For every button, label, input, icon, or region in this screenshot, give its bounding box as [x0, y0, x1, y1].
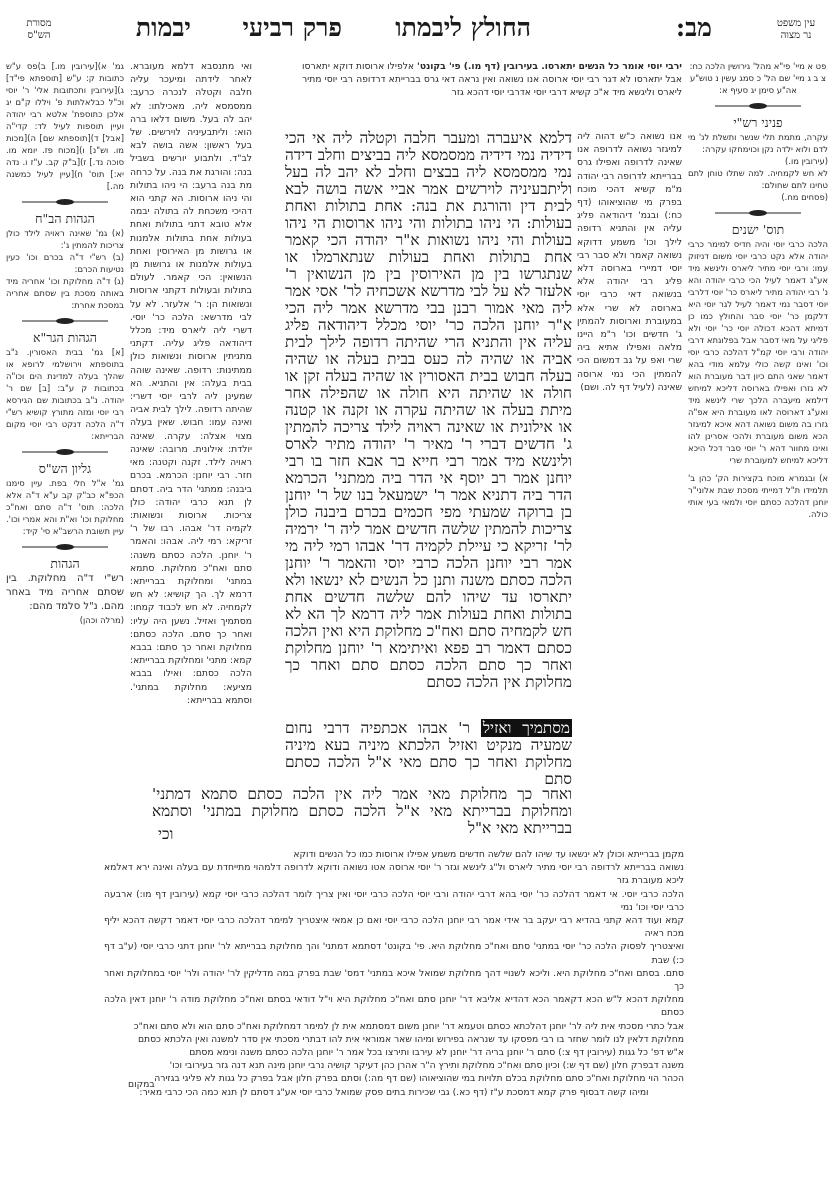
- daf-number: מב:: [675, 13, 712, 42]
- gilyon-hashas-title: גליון הש"ס: [38, 461, 92, 476]
- rashi-column-text: ואי מתנסבא דלמא מעוברא. לאחר לידתה ומיעכר עליה חלבה וקטלה לנכרה כרעב: ממסמסא ליה. מאכילתו: לא יהב לה בעל. משום דלאו ברה הוא: וליתבעיניה לוירשים. של בעל ראשון: אשה בושה לבא לב"ד. ולתבוע יורשים בשביל בנה: והורגת את בנה. על כרחה מת בנה ברעב: הי ניהו בתולות והי ניהו ארוסות. הא קתני הוא דהיכי משכחת לה בתולה יבמה אלא טובא דתני בתולות ואחת בעולות אחת בתולות אלמנות או גרושות מן האירוסין ואחת בעולות אלמנות או גרושות מן הנשואין: הכי קאמר. לעולם בתולות ובעולות דקתני ארוסות ונשואות הן: ר' אלעזר. לא על לבי מדרשא: הלכה כר' יוסי. דשרי ליה ליארס מיד: מכלל דיהודאה פליג עליה. דקתני מתניתין ארוסות ונשואות כולן ממתינות: רדופה. שאינה שוהה בבית בעלה: אין והתניא. הא שמעינן ליה לרבי יוסי דשרי: שהיתה רדופה. לילך לבית אביה ואינה עמו: חבוש. שאין בעלה מצוי אצלה: עקרה. שאינה יולדת: אילונית. מרובה: שאינה ראויה לילד. זקנה וקטנה: מאי חזר. רבי יוחנן: הכרמא. בכרם ביבנה: ממתני' הדר ביה. דסתם לן תנא כרבי יהודה: כולן צריכות. ארוסות ונשואות: לקמיה דר' אבהו. רבו של ר' זריקא: רמי ליה. אבהו: והאמר ר' יוחנן. הלכה כסתם משנה: סתם ואח"כ מחלוקת. סתמא במתני' ומחלוקת בברייתא: דרמא לך. הך קושיא: לא חש לקמחיה. לא חש לכבוד קמחו: מסתמיך ואזיל. נשען היה עליו: ואחר כך סתם. הלכה כסתם: מחלוקת ואחר כך סתם: בבבא קמא: מתני' ומחלוקת בברייתא: הלכה כסתם: ואילו בבבא מציעא: מחלוקת במתני'. וסתמא בברייתא:: [130, 61, 252, 706]
- hagahot-gra-text: [א] גמ' בבית האסורין. נ"ב בתוספתא וירושלמי לרופא או שהלך בעלה למדינת הים וכו"ה בכתובות ק ע"ב: [ב] שם ר' יהודה. נ"ב בכתובות שם הגירסא רבי יוסי ומזה מתורץ קושיא רש"י ד"ה הלכה דנקט רבי יוסי מקום הברייתא:: [6, 347, 124, 441]
- commentary-line: נשואה בברייתא לרדופה רבי יוסי מתיר ליארס ול"ג לינשא וגזר ר' יוסי ארוסה אטו נשואה ודוקא לדרופה דלמהוי מתייחדת עם בעלה ואינה ירא דאלמא ליכא מעוברת גזר: [104, 862, 684, 887]
- ornament-divider-icon: [20, 198, 110, 206]
- hagahot-bach-entry: (ג) ד"ה מחלוקת וכו' אחריה מיד באותה מסכת בין שסתם אחריה במסכת אחרת:: [6, 276, 124, 310]
- left-margin: [6, 60, 124, 760]
- hagahot-title: הגהות: [50, 556, 80, 571]
- hagahot-gra-title: הגהות הגר"א: [32, 330, 97, 345]
- hagahot-source: (מרלה וכהן): [79, 615, 124, 625]
- tosafot-top-text: אלפילו ארוסות דוקא יתארסו אבל יתארסו לא דגר רבי יוסי ארוסה אנו נשואה ואין נראה דאי גרס בברייתא דרדופה רבי יוסי מתיר ליארס וליגשא מיד א"כ קשיא דרבי יוסי אדרבי יוסי דהכא גזר: [302, 61, 682, 99]
- commentary-line: אבל כתרי מסכתי אית ליה לר' יוחנן דהלכתא כסתם וטעמא דר' יוחנן משום דמסתמא אית לן למימר דמחלוקת ואח"כ סתם הוא ולא סתם ואח"כ: [133, 1020, 684, 1032]
- mesoret-entries: גמ' א)[עירובין מו.] ב)פס ע"ש כתובות ק: ע"ש [תוספתא פי"ד] ג)[עירובין ותכתובות אלי' ר' יוסי וכ"ל כבלאלתות פ' ויללו ק"ם יג אלכן כתוספת' אלטא רבי יהודה ועיין תוספות לעיל לד: קדי"ה [אבל] ד)[תוספתא שם] ה)[מכות מו. וש"נ] ו)[מכוח פז. יומא מו. סוכה נד.] ז)[ב"ק קב. ע"ז ו. נדה יא:] תוס' ח)[עיין לעיל כמשנה מה.]: [6, 61, 124, 191]
- ornament-divider-icon: [713, 102, 803, 110]
- hagahot-bach-entry: (ב) רש"י ד"ה בכרם וכו' כעין נטיעות הכרם:: [6, 252, 124, 274]
- penei-rashi-title: פניני רש"י: [733, 115, 783, 130]
- commentary-line: ומיהו קשה דבסוף פרק קמא דמסכת ע"ז (דף כא.) גבי שכירות בתים פסק שמואל כרבי יוסי אע"ג דסתם לן תנא כמה הכי כרבי מאיר:: [139, 1086, 649, 1098]
- gemara-last-word: וכי: [158, 825, 174, 843]
- mesoret-label: מסורת הש"ס: [26, 18, 52, 41]
- tosafot-footnote: א) ובגמרא מוכח בקצירות הק' כהן ב' תלמידו ת"ל דמייתי מסכת שבת אלוני"ר יוחנן דהלכה כסתם יוסי ולמאי בעי אותי כולה.: [688, 473, 828, 519]
- hagahot-bach-title: הגהות הב"ח: [35, 211, 95, 226]
- tosafot-top-block: [302, 60, 682, 128]
- penei-rashi-source: (עירובין מו.): [785, 156, 828, 166]
- ornament-divider-icon: [20, 448, 110, 456]
- gemara-text-after-highlight: ר' אבהו אכתפיה דרבי נחום שמעיה מנקיט ואזיל הלכתא מיניה בעא מיניה מחלוקת ואחר כך סתם מאי א"ל הלכה כסתם סתם: [285, 719, 572, 788]
- commentary-line: קמא ועוד דהא קתני בהדיא רבי יעקב בר אידי אמר רבי יוחנן הלכה כרבי יוסי ואם כן אמאי איצטריך למימר דהלכה כרבי יוסי דאמר דקשה דהכא יליף מכח ראיה: [104, 915, 684, 940]
- gemara-wide-line: ואחר כך מחלוקת מאי אמר ליה אין הלכה כסתם סתמא דמתני' ומחלוקת בברייתא מאי א"ל הלכה כסתם מחלוקת במתני' וסתמא בברייתא מאי א"ל: [152, 785, 572, 837]
- ornament-divider-icon: [20, 543, 110, 551]
- commentary-line: הלכה כרבי יוסי. אי דאמר דהלכה כר' יוסי בהא דרבי יהודה ורבי יוסי הלכה כרבי יוסי ואין צריך לומר דהלכה כרבי יוסי קמא (עירובין דף מו:) ארבעה כרבי יוסי וכו' נמי: [104, 888, 684, 913]
- ornament-divider-icon: [713, 209, 803, 217]
- catchword: במקום: [128, 1079, 155, 1090]
- commentary-line: הכהר הוי מחלוקת ואח"כ סתם מחלוקת בכלם תלויות במי שהוציאוהו (שם דף מה:) וסתם בפרק חלון אבל בפרק כל גגות לא פליגי בגזירה: [154, 1073, 684, 1085]
- commentary-line: סתם. בסתם ואח"כ מחלוקת היא. וליכא לשנויי דהך מחלוקת שמואל איכא במתני' דמס' שבת בפרק במה מדליקין לר' יהודה ולר' יוסי במחלוקת ואחר כך: [104, 967, 684, 993]
- gemara-continuation: [285, 720, 572, 786]
- commentary-line: מחלוקת דלאין לנו לומר שחזר בו רבי מפסקו עד שנראה בפירוש ומיהו שאר אמוראי אית להו דבתרי מסכתי אין סדר למשנה ואין הלכתא כסתם: [137, 1033, 684, 1045]
- commentary-line: משנה דבפרק חלון (שם דף ש:) וכיון סתם ואח"כ מחלוקת ותירץ ה"ר אהרן כהן דעיקר קושיה נרבי יוחנן מינה תנא דנה גזר בעירובי וכו': [169, 1060, 684, 1072]
- penei-rashi-source: (פסחים מח.): [781, 192, 828, 202]
- chapter-name: החולץ ליבמתו: [395, 13, 531, 42]
- hagahot-text: רש"י ד"ה מחלוקת. בין שסתם אחריה מיד באחר מהם. נ"ל סלמד מהם:: [6, 573, 124, 612]
- hagahot-bach-entry: (א) גמ' שאינה ראויה לילד כולן צריכות להמתין ג':: [6, 228, 124, 250]
- tosafot-column: [577, 130, 682, 780]
- ein-mishpat-entry: פט א מיי' פי"א מהל' גירושין הלכה כח:: [689, 61, 827, 71]
- tosafot-yeshanim-text: הלכה כרבי יוסי והיה חדיס למימר כרבי יהודה אלא נקט כרבי יוסי משום דניזוק עמו: ורבי יוסי מתיר ליארס ולינשא מיד אע"ג דאמר לעיל הכי כרבי יהודה והא נ' רבי יהודה מתיר ליארס כר' יוסי דלרבי יוסי דסבר נמי דאמר לעיל לגר יוסי היא דלקמן כר' יוסי סבר והחולץ כמו כן דמיתא דהכא דכולה יוסי כר' יוסי ולא פליגי על מאי דסבר אבל בפלוגתא דרבי יהודה ורבי יוסי קמ"ל דהלכה כרבי יוסי וכו' ואינו קשה כולי עלמא מודי בהא דאמר שאני התם כיון דבר מעוברת הוא לא גזרו ואפילו בארוסה דליכא למיחש דילמא מיעברה הלכך שרי לינשא מיד ואע"ג דארוסה לאו מעוברת היא אפ"ה גזרו בה משום נשואה דהא איכא למיגזר הכא משום מעוברת ולהכי אסרינן להו ואינו מחוור דהא ר' יוסי סבר דכל היכא דליכא למיחש למעוברת שרי: [688, 239, 828, 465]
- tosafot-opening: ירבי יוסי אומר כל הנשים יתארסו. בעירובין (דף מו.) פי' בקונט': [417, 61, 683, 72]
- commentary-line: ואיצטריך לפסוק הלכה כר' יוסי במתני' סתם ואח"כ מחלוקת היא. פי' בקונט' דסתמא דמתני' והך מחלוקת בברייתא לר' יוחנן דתני כרבי יוסי (ע"ב דף כ:) שבת: [104, 941, 684, 966]
- commentary-line: מקמן בברייתא וכולן לא ינשאו עד שיהו להם שלשה חדשים משמע אפילו ארוסות כמו כל הנשים ודוקא: [293, 849, 684, 860]
- right-margin: [688, 60, 828, 860]
- gemara-text: דלמא איעברה ומעבר חלבה וקטלה ליה אי הכי דידיה נמי דידיה ממסמסא ליה בביצים וחלב דידה נמי ממסמסא ליה בבצים וחלב לא יהב לה בעל וליתבעיניה לוירשים אמר אביי אשה בושה לבא לבית דין והורגת את בנה: אחת בתולות ואחת בעולות: הי ניהו בתולות והי ניהו ארוסות הי ניהו בעולות והי ניהו נשואות א"ר יהודה הכי קאמר אחת בתולות ואחת בעולות שנתארמלו או שנתגרשו בין מן האירוסין בין מן הנשואין ר' אלעזר לא על לבי מדרשא אשכחיה לר' אסי אמר ליה מאי אמור רבנן בבי מדרשא אמר ליה הכי א"ר יוחנן הלכה כר' יוסי מכלל דיהודאה פליג עליה אין והתניא הרי שהיתה רדופה לילך לבית אביה או שהיה לה כעס בבית בעלה או שהיה בעלה חבוש בבית האסורין או שהיה בעלה זקן או חולה או שהיתה היא חולה או שהפילה אחר מיתת בעלה או שהיתה עקרה או זקנה או קטנה או אילונית או שאינה ראויה לילד צריכה להמתין ג' חדשים דברי ר' מאיר ר' יהודה מתיר לארס ולינשא מיד אמר רבי חייא בר אבא חזר בו רבי יוחנן אמר רב יוסף אי הדר ביה ממתני' הכרמא הדר ביה דתניא אמר ר' ישמעאל בנו של ר' יוחנן בן ברוקה שמעתי מפי חכמים בכרם ביבנה כולן צריכות להמתין שלשה חדשים אמר ליה ר' ירמיה לר' זריקא כי עיילת לקמיה דר' אבהו רמי ליה מי אמר רבי יוחנן הלכה כרבי יוסי והאמר ר' יוחנן הלכה כסתם משנה ותנן כל הנשים לא ינשאו ולא יתארסו עד שיהו להם שלשה חדשים אחת בתולות ואחת בעולות אמר ליה דרמא לך הא לא חש לקמחיה סתם ואח"כ מחלוקת היא ואין הלכה כסתם דאמר רב פפא ואיתימא ר' יוחנן מחלוקת ואחר כך סתם הלכה כסתם סתם ואחר כך מחלוקת אין הלכה כסתם: [285, 129, 572, 691]
- ein-mishpat-label: עין משפט נר מצוה: [776, 18, 816, 41]
- penei-rashi-entry: לא חש לקמחיה. למה שתלו טוחן לתם טחינו לתם שחולם:: [688, 168, 828, 190]
- tosafot-yeshanim-title: תוס' ישנים: [731, 222, 785, 237]
- rashi-column: [130, 60, 252, 785]
- chapter-number: פרק רביעי: [242, 13, 342, 42]
- ein-mishpat-entry: צ ב ג מיי' שם הל' כ סמג עשין נ טוש"ע אה"ע סימן יג סעיף א:: [689, 73, 827, 95]
- gemara-main-text: [285, 130, 572, 720]
- commentary-line: א"ש דפ' כל גגות (עירובין דף צ:) סתם ר' יוחנן בריה דר' יוחנן לא עירבו ותירצו בכל אמר ר' יוחנן הלכה כסתם משנה ונימא מסתם: [189, 1047, 684, 1059]
- penei-rashi-entry: עקרה, מתמת תלי שנשר ותשלת לנ' מי לדם ולוא ילדה נקן וכוימחקו עקרה:: [688, 132, 828, 154]
- tractate-name: יבמות: [135, 13, 191, 42]
- highlighted-phrase[interactable]: מסתמיך ואזיל: [482, 719, 570, 737]
- ornament-divider-icon: [20, 317, 110, 325]
- gilyon-hashas-text: גמ' א"ל חלי בפת. עיין סימנו הכפ"א כב"ק קב ע"א ד"ה אלא הלכה: תוס' ד"ה סתם ואח"כ מחלוקת וכו' וא"ת והא אמרי וכו'. עיין תשובת הרשב"א סי' קיד:: [6, 478, 124, 536]
- tosafot-column-text: אנו נשואה כ"ש דהוה ליה למיגזר נשואה לדרופה אנו שאינה לדרופה ואפילו גרס בברייתא לדרופה רבי יהודה מ"מ קשיא דהכי מוכח בפרק מי שהוציאוהו (דף כח:) ובגמ' דיהודאה פליג עליה אין והתניא רדופה לילך וכו' משמע דדוקא נשואה קאמר ולא סבר רבי יוסי דמיירי בארוסה דלא פליג רבי יהודה אלא בנשואה דאי כרבי יוסי בארוסה לא שרי אלא במעוברת וארוסות להמתין ג' חדשים וכו' ר"מ היינו מלאה ואפילו אתיא ביה שרי ואפ על גב דמשום הכי להמתין הכי נמי ארוסה שאינה (לעיל דף לה. ושם): [577, 131, 682, 393]
- commentary-line: מחלוקת דהכא ל"ש הכא דקאמר הכא דהדיא אליבא דר' יוחנן סתם ואח"כ מחלוקת היא וי"ל דודאי בסתם ואח"כ מחלוקת מודה ר' יוחנן דאין הלכה כסתם: [104, 994, 684, 1019]
